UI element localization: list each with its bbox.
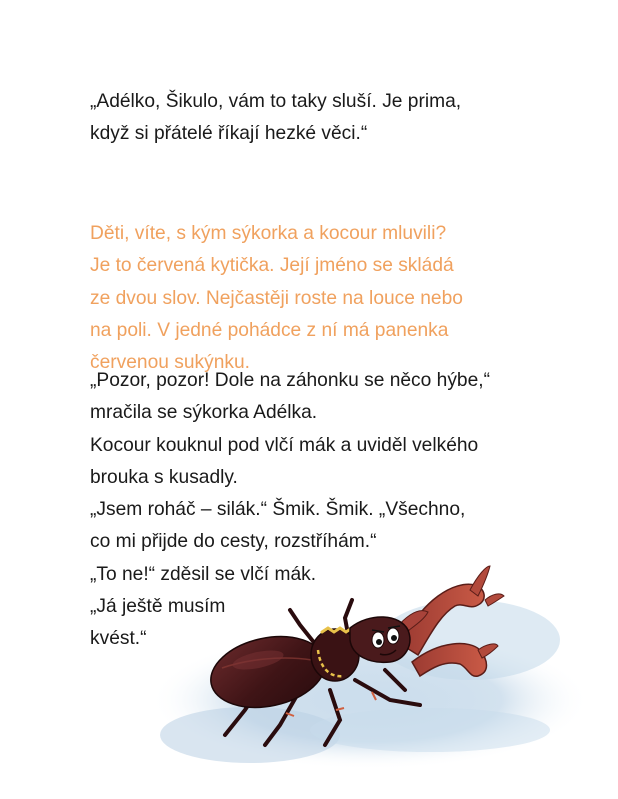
- text-line: „Pozor, pozor! Dole na záhonku se něco hýbe,“: [90, 370, 490, 391]
- text-line: co mi přijde do cesty, rozstříhám.“: [90, 531, 377, 553]
- text-line: „Já ještě musím: [90, 596, 226, 618]
- text-line: kvést.“: [90, 628, 147, 650]
- paragraph-dialogue-1: [90, 86, 461, 151]
- text-line: Kocour kouknul pod vlčí mák a uviděl velkého: [90, 434, 479, 456]
- text-line: Je to červená kytička. Její jméno se skládá: [90, 255, 454, 277]
- text-line: když si přátelé říkají hezké věci.“: [90, 123, 368, 145]
- text-line: mračila se sýkorka Adélka.: [90, 402, 318, 424]
- text-line: Děti, víte, s kým sýkorka a kocour mluvili?: [90, 223, 447, 244]
- text-line: na poli. V jedné pohádce z ní má panenka: [90, 319, 449, 341]
- leg-stripes: [250, 692, 376, 716]
- text-line: brouka s kusadly.: [90, 466, 238, 488]
- text-line: červenou sukýnku.: [90, 352, 250, 374]
- text-line: „Adélko, Šikulo, vám to taky sluší. Je prima,: [90, 91, 462, 112]
- paragraph-story: [90, 365, 490, 656]
- paragraph-riddle: [90, 218, 463, 379]
- text-line: „To ne!“ zděsil se vlčí mák.: [90, 563, 317, 585]
- text-line: „Jsem roháč – silák.“ Šmik. Šmik. „Všechno,: [90, 499, 466, 521]
- text-line: ze dvou slov. Nejčastěji roste na louce nebo: [90, 287, 463, 309]
